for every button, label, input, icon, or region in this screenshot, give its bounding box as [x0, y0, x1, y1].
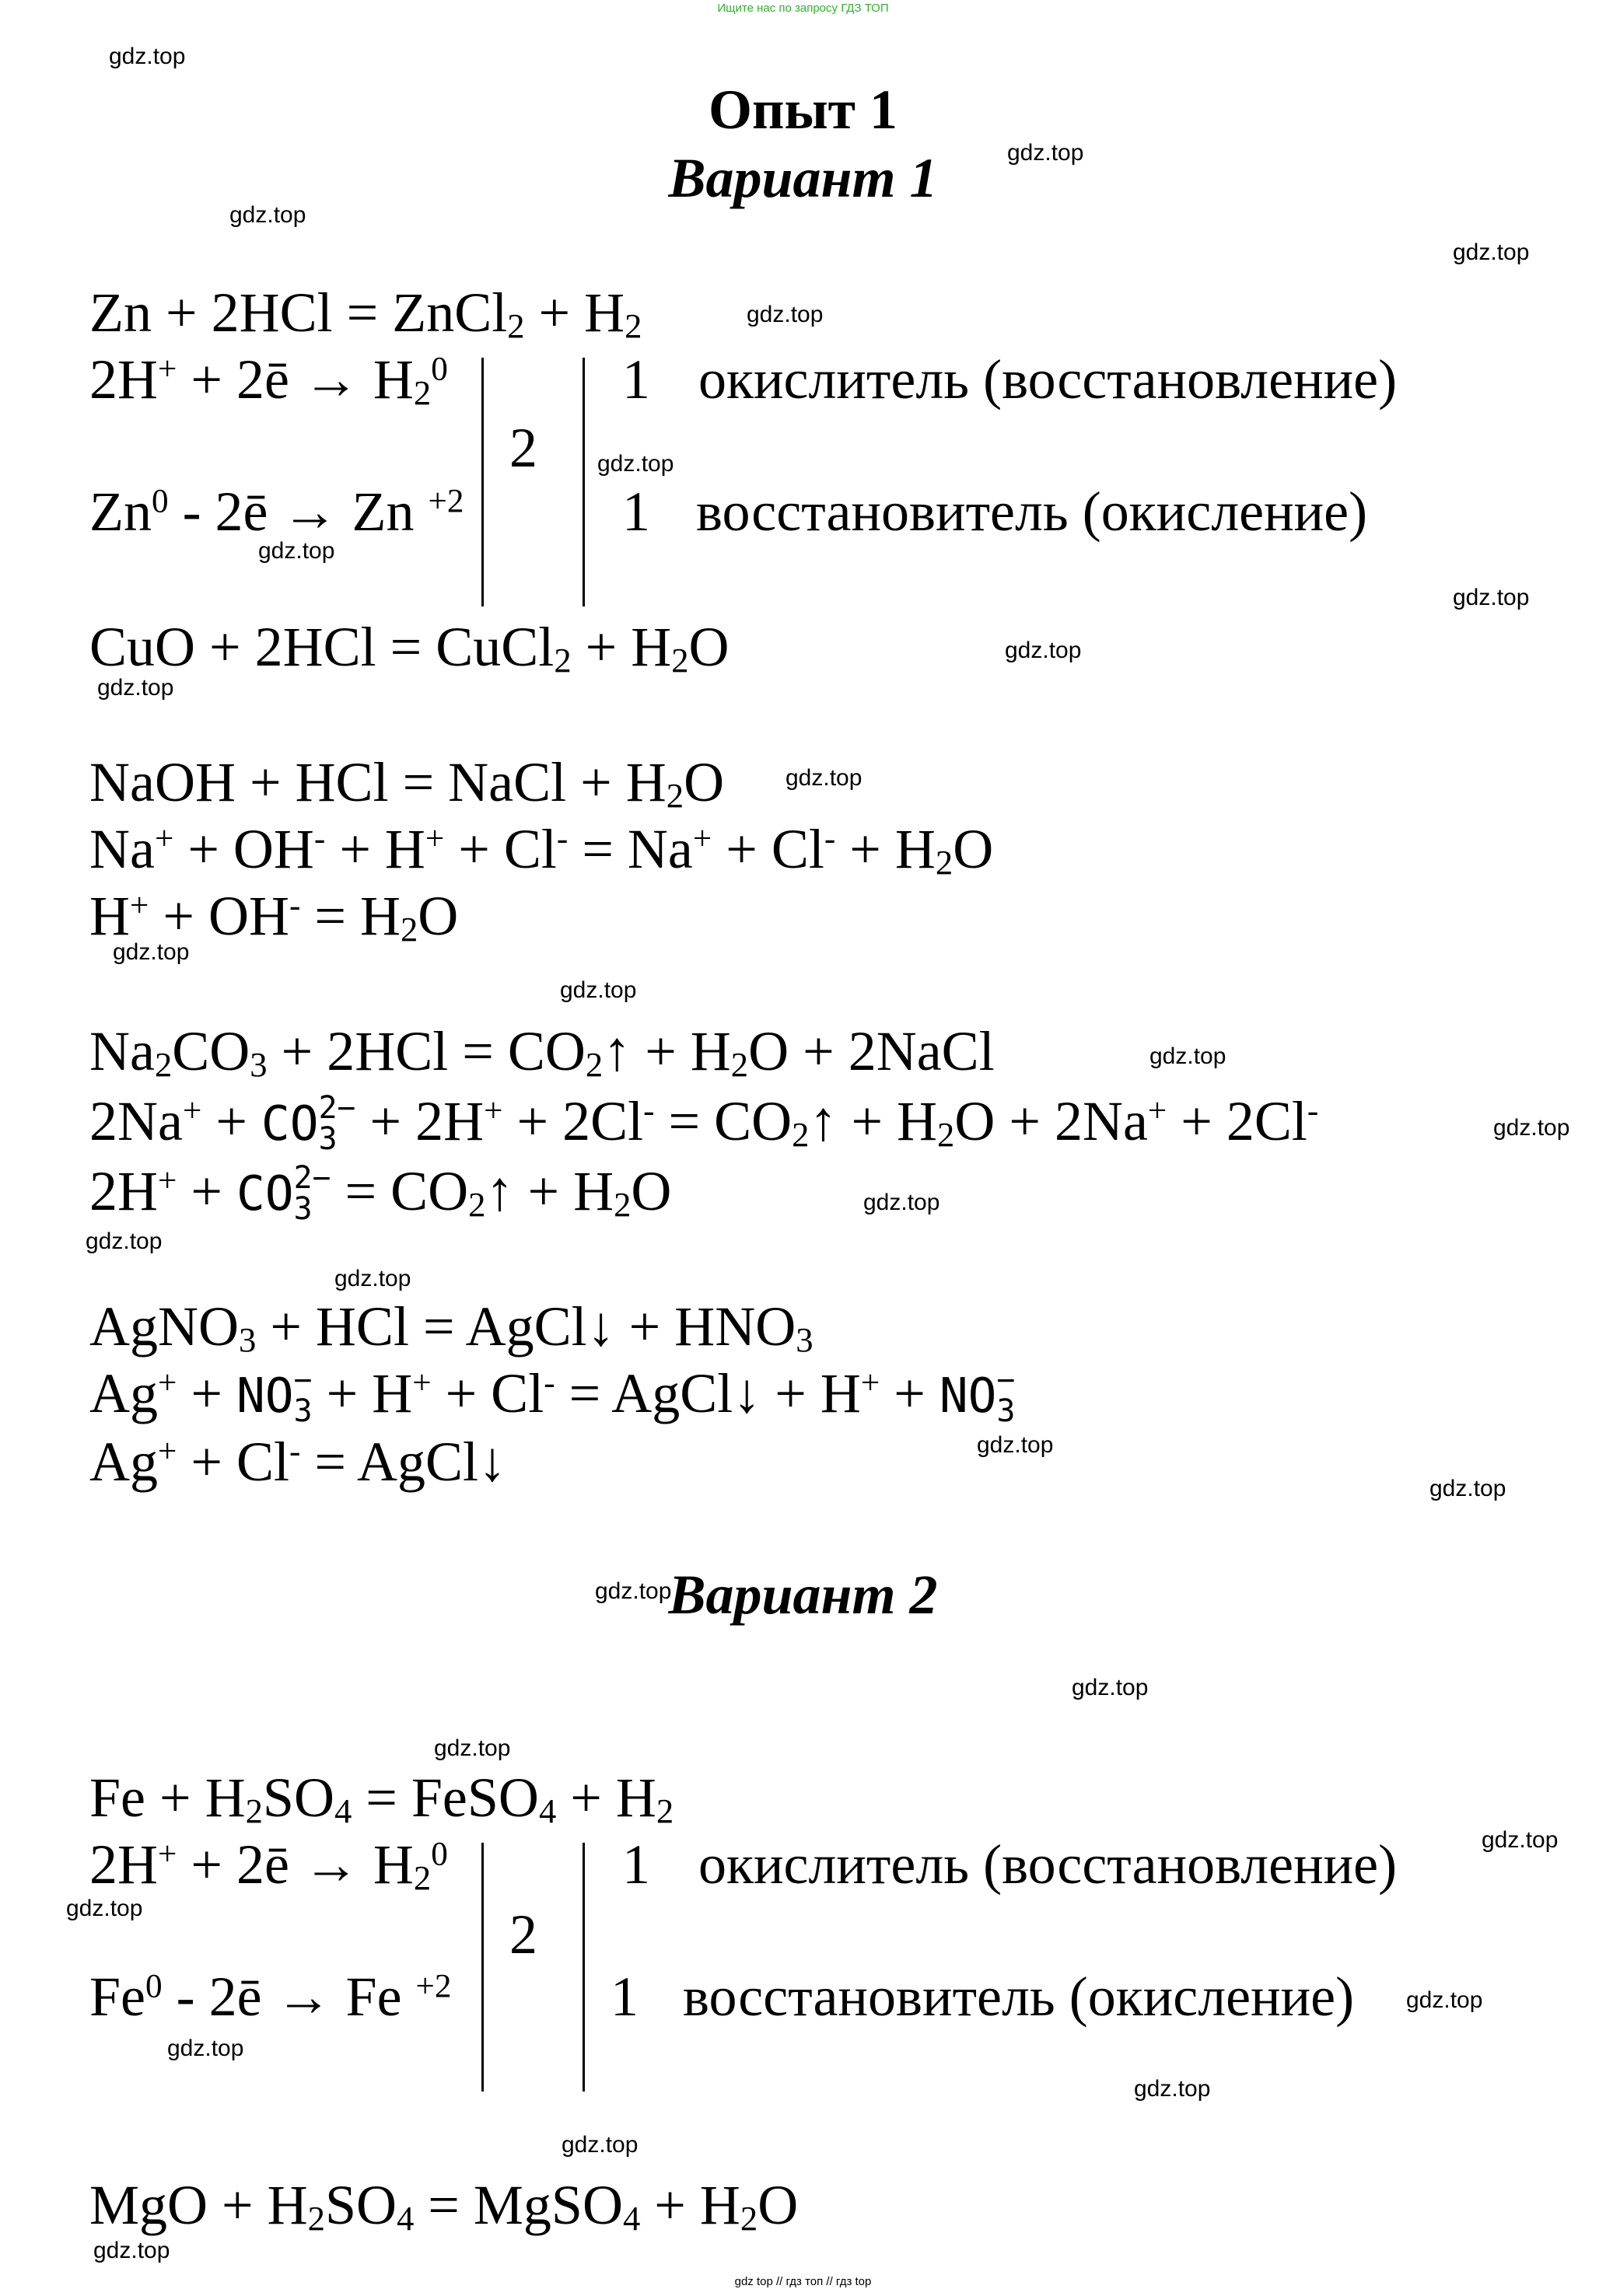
watermark: gdz.top — [1005, 638, 1082, 663]
balance-line-left-2 — [481, 1843, 484, 2092]
balance-coef-reducer: 1 — [622, 481, 650, 543]
watermark: gdz.top — [560, 977, 637, 1003]
reducer-label: восстановитель (окисление) — [696, 481, 1368, 543]
balance-lcm: 2 — [509, 417, 537, 479]
watermark: gdz.top — [977, 1432, 1054, 1458]
half-reaction-h: 2H+ + 2ē → $H_2^0$ — [89, 348, 448, 413]
watermark: gdz.top — [1453, 585, 1530, 610]
balance-coef-reducer-2: 1 — [611, 1966, 639, 2028]
watermark: gdz.top — [597, 451, 674, 477]
eq-cuo-hcl: CuO + 2HCl = CuCl$_2$ + $H_2O$ — [89, 616, 730, 680]
watermark: gdz.top — [97, 675, 174, 701]
balance-line-left — [481, 358, 484, 606]
half-reaction-h-2: 2H+ + 2ē → $H_2^0$ — [89, 1833, 448, 1898]
watermark: gdz.top — [334, 1266, 411, 1291]
watermark: gdz.top — [1406, 1987, 1483, 2013]
watermark: gdz.top — [1134, 2076, 1211, 2102]
footer: gdz top // гдз топ // гдз top — [734, 2275, 872, 2288]
eq-naoh-hcl: NaOH + HCl = NaCl + $H_2O$ — [89, 751, 725, 816]
watermark: gdz.top — [863, 1190, 940, 1215]
watermark: gdz.top — [66, 1896, 143, 1921]
eq-agno3-hcl: AgNO$_3$ + HCl = AgCl↓ + $HNO_3$ — [89, 1295, 813, 1360]
watermark: gdz.top — [1482, 1827, 1559, 1853]
watermark: gdz.top — [1429, 1476, 1506, 1501]
eq-naoh-ionic-short: $H^+ + OH^- = H_2O$ — [89, 885, 459, 949]
eq-mgo-h2so4: MgO + $H_2SO_4$ = MgSO$_4$ + $H_2O$ — [89, 2174, 799, 2238]
watermark: gdz.top — [1007, 140, 1084, 166]
eq-zn-hcl: Zn + 2HCl = ZnCl$_2$ + $H_2$ — [89, 281, 642, 346]
top-note: Ищите нас по запросу ГДЗ ТОП — [717, 2, 889, 15]
watermark: gdz.top — [229, 202, 306, 228]
watermark: gdz.top — [109, 44, 186, 69]
reducer-label-2: восстановитель (окисление) — [683, 1966, 1355, 2028]
watermark: gdz.top — [595, 1578, 672, 1604]
oxidizer-label-2: окислитель (восстановление) — [698, 1833, 1398, 1896]
eq-naoh-ionic-full: $Na^+ + OH^- + H^+ + Cl^- = Na^+ + Cl^- + H_2O$ — [89, 818, 994, 882]
balance-line-right-2 — [583, 1843, 585, 2092]
watermark: gdz.top — [86, 1228, 163, 1254]
watermark: gdz.top — [167, 2036, 244, 2061]
half-reaction-fe: Fe$^0$ - 2ē → Fe $^{+2}$ — [89, 1966, 452, 2028]
watermark: gdz.top — [1149, 1043, 1226, 1069]
page-title: Опыт 1 — [708, 79, 898, 141]
variant-2-heading: Вариант 2 — [668, 1564, 938, 1626]
watermark: gdz.top — [747, 302, 824, 327]
watermark: gdz.top — [1493, 1115, 1570, 1141]
balance-lcm-2: 2 — [509, 1903, 537, 1966]
eq-na2co3-ionic-short: 2H+ + CO 2− 3 = $CO_2↑ + H_2O$ — [89, 1160, 672, 1227]
watermark: gdz.top — [1453, 239, 1530, 265]
balance-coef-oxidizer: 1 — [622, 348, 650, 411]
watermark: gdz.top — [258, 538, 335, 564]
eq-agno3-ionic-short: Ag+ + Cl- = AgCl↓ — [89, 1431, 507, 1493]
watermark: gdz.top — [786, 765, 862, 791]
variant-1-heading: Вариант 1 — [668, 147, 938, 209]
watermark: gdz.top — [562, 2132, 639, 2158]
watermark: gdz.top — [434, 1735, 511, 1761]
eq-na2co3-ionic-full: 2Na+ + CO 2− 3 + $2H^+ + 2Cl^- = CO_2↑ + H_2O + 2Na^+ + 2Cl^-$ — [89, 1090, 1319, 1157]
oxidizer-label: окислитель (восстановление) — [698, 348, 1398, 411]
balance-line-right — [583, 358, 585, 606]
eq-na2co3-hcl: $Na_2CO_3 + 2HCl$ = $CO_2↑ + H_2O$ + 2NaCl — [89, 1020, 995, 1085]
watermark: gdz.top — [113, 939, 190, 965]
eq-agno3-ionic-full: Ag+ + NO − 3 + H+ + Cl- = AgCl↓ + H+ + NO − 3 — [89, 1362, 1016, 1429]
watermark: gdz.top — [1072, 1675, 1149, 1700]
balance-coef-oxidizer-2: 1 — [622, 1833, 650, 1896]
eq-fe-h2so4: $Fe + H_2SO_4$ = FeSO$_4$ + $H_2$ — [89, 1767, 674, 1831]
watermark: gdz.top — [93, 2238, 170, 2263]
half-reaction-zn: Zn$^0$ - 2ē → Zn $^{+2}$ — [89, 481, 464, 543]
